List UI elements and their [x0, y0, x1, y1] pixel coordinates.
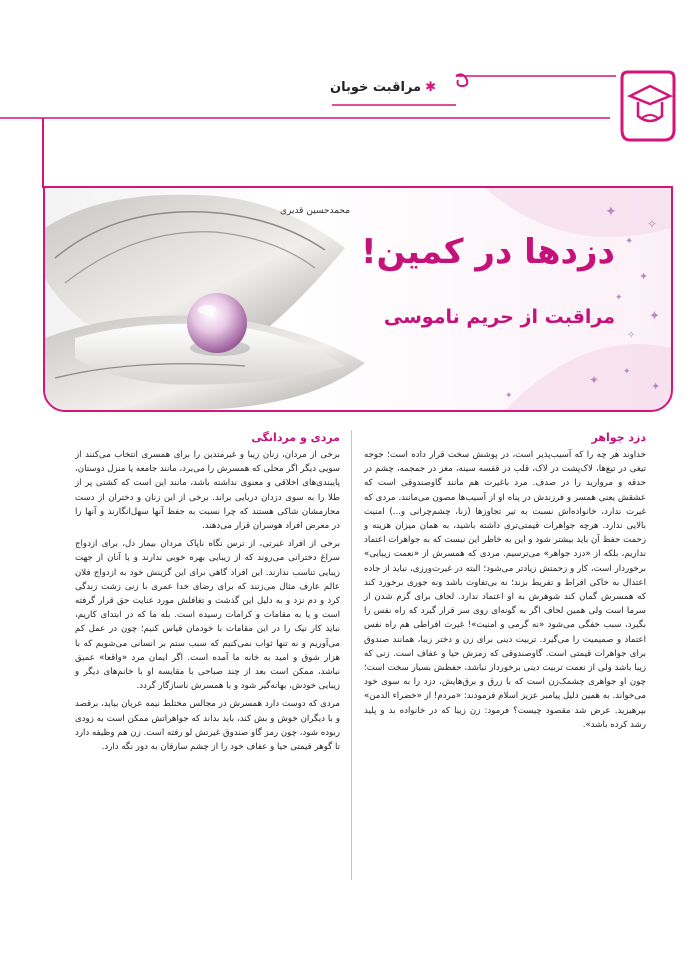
right-column — [364, 430, 646, 736]
svg-text:✦: ✦ — [651, 380, 661, 393]
left-column — [75, 430, 340, 758]
article-author: محمدحسین قدیری — [279, 206, 351, 216]
left-column-heading: مردی و مردانگی — [251, 431, 340, 444]
svg-text:✦: ✦ — [505, 391, 513, 401]
page-header — [0, 0, 700, 120]
svg-text:✦: ✦ — [625, 236, 634, 247]
right-column-paragraph: خداوند هر چه را که آسیب‌پذیر است، در پوشش سخت قرار داده است؛ جوجه تیغی در تیغ‌ها، لاک‌پشت در لاک، قلب در قفسه سینه، مغز در جمجمه، چشم در حدقه و مروارید را در صدف. مرد باغیرت هم مانند گاوصندوقی است که عشقش یعنی همسر و فرزندش در پناه او از آسیب‌ها مصون می‌مانند. مردی که غیرت ندارد، خانواده‌اش نسبت به تیر تجاوزها (زنا، چشم‌چرانی و...) امنیت بالایی ندارد. هرچه جواهرات قیمتی‌تری داشته باشید، به همان میزان هزینه و زحمت حفظ آن باید بیشتر شود و این به خاطر این نیست که به جواهرات اعتماد نداریم، بلکه از «دزد جواهر» می‌ترسیم. مردی که همسرش از «نعمت زیبایی» برخوردار است، کار و زحمتش زیادتر می‌شود؛ البته در غیرت‌ورزی، نباید از جاده اعتدال به خاکی افراط و تفریط بزند؛ نه بی‌تفاوت باشد ونه جوری برخورد کند که همسرش گمان کند شوهرش به او اعتماد ندارد. لحاف برای گرم شدن از سرما است ولی همین لحاف اگر به گونه‌ای روی سر قرار گیرد که راه نفس را بگیرد، سبب خفگی می‌شود «نه گرمی و امنیت»! غیرت افراطی هم راه نفس اعتماد و صمیمیت را می‌گیرد. تربیت دینی برای زن و دختر زیبا، همانند صندوق برای جواهرات قیمتی است. گاوصندوقی که رمزش حیا و عفاف است. زنی که زیبا باشد ولی از نعمت تربیت دینی برخوردار نباشد، حفظش بسیار سخت است؛ چون او جواهری چشمک‌زن است که با زرق و برق‌هایش، دزد را به سوی خود می‌خواند. به همین دلیل پیامبر عزیز اسلام فرمودند: «مردم! از «خضراء الدمن» بپرهیزید. عرض شد مقصود چیست؟ فرمود: زن زیبا که در خانواده بد و پلید رشد کرده باشد». — [364, 450, 646, 730]
section-star-icon: ✱ — [425, 80, 436, 95]
svg-text:✦: ✦ — [605, 204, 617, 220]
oyster-pearl-illustration — [45, 188, 671, 410]
left-frame-line — [42, 118, 44, 188]
svg-text:✦: ✦ — [615, 293, 623, 303]
header-frame-lines — [0, 0, 700, 120]
left-column-paragraph: مردی که دوست دارد همسرش در مجالس مختلط نیمه عریان بیاید، برقصد و با دیگران خوش و بش کند، باید بداند که جواهراتش ممکن است به زودی ربوده شود، چون رمز گاو صندوق غیرتش لو رفته است. زن هم وظیفه دارد تا گوهر قیمتی حیا و عفاف خود را از چشم سارقان به دور نگه دارد. — [75, 699, 340, 753]
article-title: دزدها در کمین! — [360, 232, 615, 272]
left-column-paragraph: برخی از مردان، زنان زیبا و غیرمتدین را برای همسری انتخاب می‌کنند از سویی دیگر اگر محلی که همسرش را می‌برد، مانند جامعه یا منزل دوستان، پایبندی‌های اخلاقی و معنوی نداشته باشد، مانند این است که کشتی پر از طلا را به سوی دزدان دریایی براند. برخی از این زنان و دختران از دست محارمشان شاکی هستند که چرا نسبت به حفظ آنها سهل‌انگارند و آنها را در معرض افراد هوسران قرار می‌دهند. — [75, 450, 340, 532]
article-subtitle: مراقبت از حریم ناموسی — [383, 306, 615, 328]
svg-text:✦: ✦ — [589, 373, 600, 387]
left-column-paragraph: برخی از افراد غیرتی، از ترس نگاه ناپاک مردان بیمار دل، برای ازدواج سراغ دخترانی می‌روند که از زیبایی بهره خوبی ندارند و یا آنان از جهت زیبایی تناسب ندارند. این افراد گاهی برای این گزینش خود به ازدواج فلان عالم عارف مثال می‌زنند که برای رضای خدا عمری با زنی زشت زندگی کرد و دم نزد و به دلیل این گذشت و تغافلش مورد عنایت حق قرار گرفته است و یا به مقامات و کرامات رسیده است. بله ما که در ابتدای کاریم، نباید کار نیک را در این مقامات با خودمان قیاس کنیم؛ چون در عمل کم می‌آوریم و نه تنها ثواب نمی‌کنیم که سبب ستم بر انسانی می‌شویم که با هزار شوق و امید به خانه ما آمده است. اگر ایمان مرد «واقعا» عمیق نباشد، ممکن است بعد از چند صباحی با مقایسه او با خانم‌های دیگر و زیبایی خودش، بهانه‌گیر شود و با همسرش ناسازگار گردد. — [75, 539, 340, 692]
svg-text:✧: ✧ — [627, 330, 636, 341]
section-label-text: مراقبت خوبان — [330, 80, 422, 95]
column-divider — [351, 430, 352, 880]
svg-text:✦: ✦ — [649, 309, 660, 324]
section-label — [310, 80, 436, 95]
svg-text:✧: ✧ — [647, 217, 658, 231]
right-column-heading: دزد جواهر — [591, 431, 646, 444]
hero-banner — [43, 186, 673, 412]
magazine-logo — [616, 68, 680, 148]
svg-text:✦: ✦ — [639, 270, 649, 283]
svg-text:✦: ✦ — [623, 367, 631, 377]
